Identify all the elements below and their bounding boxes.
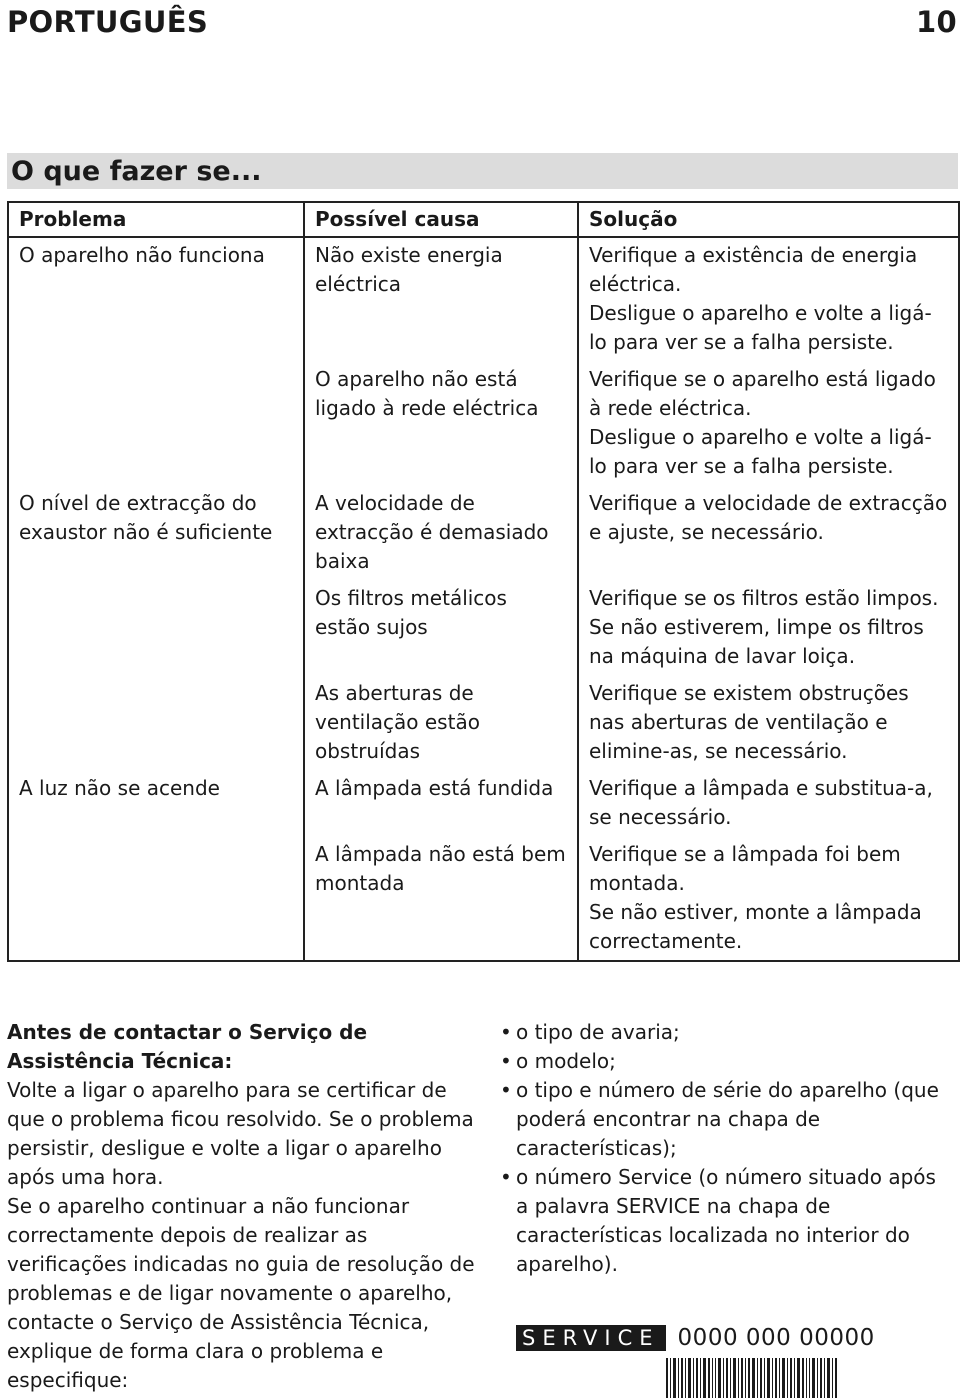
problem-cell	[8, 581, 304, 676]
bullet-icon: •	[500, 1020, 512, 1044]
service-paragraph: Se o aparelho continuar a não funcionar correctamente depois de realizar as verificações indicadas no guia de resolução de problemas e de ligar novamente o aparelho, contacte o Serviço de Assistência Técnica, explique de forma clara o problema e especifique:	[7, 1194, 475, 1392]
language-label: PORTUGUÊS	[7, 5, 209, 39]
cause-cell: Não existe energia eléctrica	[304, 237, 578, 362]
list-item	[500, 1076, 950, 1163]
solution-cell	[578, 362, 959, 486]
table-row	[8, 362, 959, 486]
cause-cell: A lâmpada não está bem montada	[304, 837, 578, 961]
solution-line: Verifique a lâmpada e substitua-a, se necessário.	[589, 776, 933, 829]
problem-cell	[8, 362, 304, 486]
page-number: 10	[916, 5, 957, 39]
table-row	[8, 581, 959, 676]
solution-line: Desligue o aparelho e volte a ligá-lo para ver se a falha persiste.	[589, 425, 932, 478]
problem-cell	[8, 837, 304, 961]
solution-cell	[578, 837, 959, 961]
service-tag: SERVICE	[516, 1325, 666, 1351]
cause-cell: A lâmpada está fundida	[304, 771, 578, 837]
list-item-text: o modelo;	[516, 1049, 616, 1073]
problem-cell	[8, 676, 304, 771]
table-row	[8, 237, 959, 362]
column-header-cause: Possível causa	[304, 202, 578, 237]
service-paragraph: Volte a ligar o aparelho para se certificar de que o problema ficou resolvido. Se o problema persistir, desligue e volte a ligar o aparelho após uma hora.	[7, 1078, 474, 1189]
page-header	[7, 0, 960, 44]
list-item	[500, 1018, 950, 1047]
bullet-icon: •	[500, 1165, 512, 1189]
section-title: O que fazer se...	[7, 153, 958, 189]
solution-cell	[578, 771, 959, 837]
solution-line: Se não estiverem, limpe os filtros na máquina de lavar loiça.	[589, 615, 924, 668]
column-header-problem: Problema	[8, 202, 304, 237]
solution-line: Verifique a existência de energia eléctrica.	[589, 243, 918, 296]
column-header-solution: Solução	[578, 202, 959, 237]
table-row	[8, 771, 959, 837]
list-item	[500, 1163, 950, 1279]
solution-cell	[578, 486, 959, 581]
list-item-text: o tipo e número de série do aparelho (que poderá encontrar na chapa de características);	[516, 1078, 939, 1160]
solution-line: Se não estiver, monte a lâmpada correctamente.	[589, 900, 922, 953]
table-row	[8, 837, 959, 961]
bullet-icon: •	[500, 1049, 512, 1073]
service-info-list	[500, 1018, 950, 1279]
troubleshooting-table	[7, 201, 960, 962]
service-contact-instructions	[7, 1018, 477, 1395]
problem-cell: O nível de extracção do exaustor não é suficiente	[19, 491, 273, 544]
barcode-icon	[666, 1358, 838, 1398]
table-row	[8, 676, 959, 771]
solution-line: Verifique se os filtros estão limpos.	[589, 586, 939, 610]
table-header-row	[8, 202, 959, 237]
solution-line: Verifique a velocidade de extracção e ajuste, se necessário.	[589, 491, 948, 544]
list-item-text: o tipo de avaria;	[516, 1020, 680, 1044]
service-code: 0000 000 00000	[677, 1325, 875, 1351]
cause-cell: A velocidade de extracção é demasiado baixa	[304, 486, 578, 581]
solution-line: Verifique se a lâmpada foi bem montada.	[589, 842, 901, 895]
table-row	[8, 486, 959, 581]
solution-cell	[578, 237, 959, 362]
cause-cell: O aparelho não está ligado à rede eléctrica	[304, 362, 578, 486]
bullet-icon: •	[500, 1078, 512, 1102]
solution-line: Desligue o aparelho e volte a ligá-lo para ver se a falha persiste.	[589, 301, 932, 354]
solution-cell	[578, 676, 959, 771]
solution-line: Verifique se o aparelho está ligado à rede eléctrica.	[589, 367, 936, 420]
solution-cell	[578, 581, 959, 676]
problem-cell: A luz não se acende	[19, 776, 220, 800]
cause-cell: Os filtros metálicos estão sujos	[304, 581, 578, 676]
service-heading: Antes de contactar o Serviço de Assistência Técnica:	[7, 1020, 368, 1073]
service-number-label	[516, 1325, 875, 1351]
solution-line: Verifique se existem obstruções nas aberturas de ventilação e elimine-as, se necessário.	[589, 681, 909, 763]
list-item	[500, 1047, 950, 1076]
cause-cell: As aberturas de ventilação estão obstruídas	[304, 676, 578, 771]
problem-cell: O aparelho não funciona	[19, 243, 265, 267]
list-item-text: o número Service (o número situado após a palavra SERVICE na chapa de características localizada no interior do aparelho).	[516, 1165, 936, 1276]
